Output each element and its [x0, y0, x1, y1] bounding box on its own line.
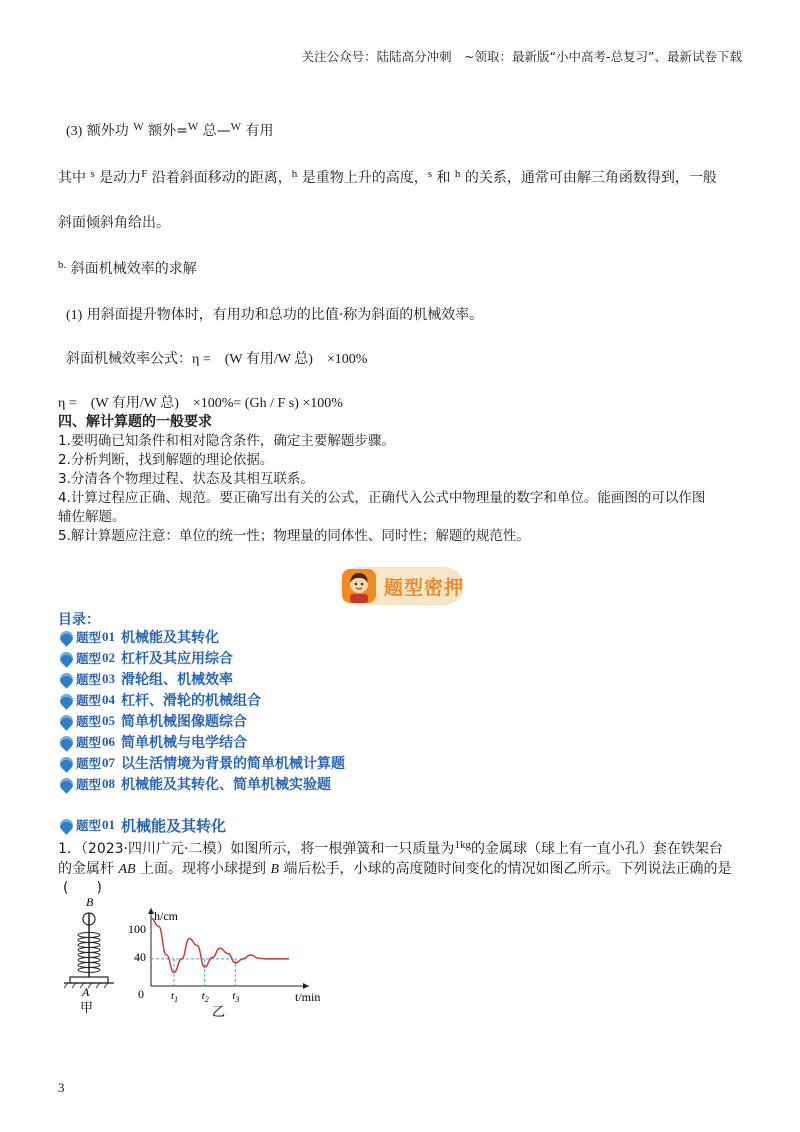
symbol-h: h — [454, 168, 461, 180]
toc-item[interactable] — [58, 690, 261, 710]
text: 的金属球（球上有一直小孔）套在铁架台 — [470, 841, 723, 857]
list-item: 4.计算过程应正确、规范。要正确写出有关的公式，正确代入公式中物理量的数字和单位。能画图的可以作图 — [58, 490, 706, 506]
figure-apparatus — [56, 895, 126, 1023]
pin-icon — [57, 754, 75, 772]
time-tick-label: $t_2$ — [201, 990, 209, 1004]
text: 上面。现将小球提到 — [135, 861, 271, 877]
symbol-s: s — [427, 168, 432, 180]
formula-number: (3) — [66, 124, 83, 139]
symbol-ab: AB — [118, 862, 136, 877]
toc-item[interactable] — [58, 669, 233, 689]
list-item: 1.要明确已知条件和相对隐含条件，确定主要解题步骤。 — [58, 433, 395, 449]
subheading-b — [58, 259, 197, 280]
formula-prefix: 额外功 — [86, 123, 134, 139]
symbol-f: F — [141, 168, 148, 180]
toc-item[interactable] — [58, 627, 219, 647]
formula-post: 有用 — [241, 123, 274, 139]
section-title: 机械能及其转化 — [121, 816, 227, 835]
list-item-1 — [66, 305, 483, 326]
caption-yi: 乙 — [212, 1005, 226, 1020]
symbol-w: W — [230, 121, 242, 133]
toc-item[interactable] — [58, 753, 345, 773]
text: 是动力 — [94, 170, 142, 186]
toc-item[interactable] — [58, 774, 331, 794]
subheading-text: 斜面机械效率的求解 — [70, 261, 197, 277]
base-plate — [70, 977, 108, 983]
formula-eq: 额外= — [143, 123, 188, 139]
section-title: 四、解计算题的一般要求 — [58, 414, 212, 430]
pin-icon — [57, 712, 75, 730]
pin-icon — [57, 733, 75, 751]
banner-text: 题型密押 — [384, 576, 465, 599]
toc-heading: 目录： — [58, 612, 100, 628]
toc-label: 题型 — [76, 777, 102, 792]
symbol-h: h — [291, 168, 298, 180]
text: 端后松手，小球的高度随时间变化的情况如图乙所示。下列说法正确的是 — [279, 861, 732, 877]
toc-item-title: 机械能及其转化、简单机械实验题 — [121, 777, 332, 793]
page-number: 3 — [58, 1080, 65, 1095]
toc-item-title: 机械能及其转化 — [121, 630, 220, 646]
pin-icon — [57, 775, 75, 793]
label-b: B — [86, 895, 94, 909]
list-item: 5.解计算题应注意：单位的统一性；物理量的同体性、同时性；解题的规范性。 — [58, 528, 530, 544]
text: 和 — [432, 170, 455, 186]
toc-item-title: 滑轮组、机械效率 — [121, 672, 234, 688]
toc-item-title: 简单机械与电学结合 — [121, 735, 248, 751]
toc-item[interactable] — [58, 648, 233, 668]
teacher-mascot-icon — [342, 569, 376, 603]
answer-blank: ( ) — [63, 880, 102, 896]
symbol-w: W — [187, 121, 199, 133]
pin-icon — [57, 649, 75, 667]
toc-label: 题型 — [76, 714, 102, 729]
toc-number: 05 — [102, 713, 116, 728]
section-heading-01 — [58, 815, 226, 835]
origin-label: 0 — [138, 987, 144, 1001]
text: 的关系，通常可由解三角函数得到，一般 — [460, 170, 717, 186]
mass-value: 1kg — [454, 839, 471, 851]
symbol-b: B — [270, 862, 280, 877]
toc-number: 03 — [102, 671, 116, 686]
toc-number: 07 — [102, 755, 116, 770]
list-item: 3.分清各个物理过程、状态及其相互联系。 — [58, 471, 314, 487]
text: 的金属杆 — [58, 861, 119, 877]
section-number: 01 — [102, 817, 116, 832]
list-item: 辅佐解题。 — [58, 509, 126, 525]
paragraph-line: 斜面倾斜角给出。 — [58, 215, 170, 231]
toc-label: 题型 — [76, 630, 102, 645]
toc-label: 题型 — [76, 735, 102, 750]
question-line — [58, 859, 731, 880]
time-tick-label: $t_1$ — [171, 990, 179, 1004]
item-mark: b. — [58, 259, 67, 271]
toc-item-title: 以生活情境为背景的简单机械计算题 — [121, 756, 346, 772]
list-item: 2.分析判断，找到解题的理论依据。 — [58, 452, 274, 468]
y-tick-label: 40 — [134, 950, 146, 964]
symbol-s: s — [90, 168, 95, 180]
text: 其中 — [58, 170, 91, 186]
text: 沿着斜面移动的距离， — [147, 170, 292, 186]
toc-item[interactable] — [58, 711, 247, 731]
pin-icon — [57, 816, 75, 834]
y-tick-label: 100 — [128, 922, 146, 936]
x-axis-arrow-icon — [303, 983, 309, 989]
toc-label: 题型 — [76, 672, 102, 687]
y-axis-label: h/cm — [154, 909, 178, 923]
pin-icon — [57, 628, 75, 646]
text: 1．（2023·四川广元·二模）如图所示，将一根弹簧和一只质量为 — [58, 841, 455, 857]
question-line — [58, 839, 723, 860]
item-text: 用斜面提升物体时，有用功和总功的比值·称为斜面的机械效率。 — [86, 307, 484, 323]
formula-extra-work — [66, 121, 274, 142]
toc-label: 题型 — [76, 693, 102, 708]
time-tick-label: $t_3$ — [232, 990, 240, 1004]
formula-mid: 总— — [198, 123, 231, 139]
list-item-2: 斜面机械效率公式：η = (W 有用/W 总) ×100% — [66, 352, 368, 367]
toc-number: 08 — [102, 776, 116, 791]
toc-item-title: 简单机械图像题综合 — [121, 714, 248, 730]
toc-item-title: 杠杆及其应用综合 — [121, 651, 234, 667]
symbol-w: W — [133, 121, 144, 133]
x-axis-label: t/min — [295, 990, 321, 1004]
item-number: (1) — [66, 308, 83, 323]
caption-jia: 甲 — [80, 1001, 94, 1016]
efficiency-formula: η = (W 有用/W 总) ×100%= (Gh / F s) ×100% — [58, 396, 343, 411]
page-header: 关注公众号：陆陆高分冲刺 ~领取：最新版“小中高考-总复习”、最新试卷下载 — [301, 49, 742, 64]
section-label: 题型 — [76, 818, 102, 833]
pin-icon — [57, 670, 75, 688]
toc-number: 04 — [102, 692, 116, 707]
height-time-chart — [124, 900, 334, 1022]
toc-number: 06 — [102, 734, 116, 749]
toc-number: 01 — [102, 629, 116, 644]
height-curve — [151, 918, 289, 972]
banner-question-types — [340, 567, 464, 605]
text: 是重物上升的高度， — [297, 170, 428, 186]
toc-label: 题型 — [76, 651, 102, 666]
toc-number: 02 — [102, 650, 116, 665]
label-a: A — [82, 985, 90, 999]
toc-item-title: 杠杆、滑轮的机械组合 — [121, 693, 262, 709]
toc-item[interactable] — [58, 732, 247, 752]
pin-icon — [57, 691, 75, 709]
toc-label: 题型 — [76, 756, 102, 771]
paragraph-line — [58, 168, 717, 189]
